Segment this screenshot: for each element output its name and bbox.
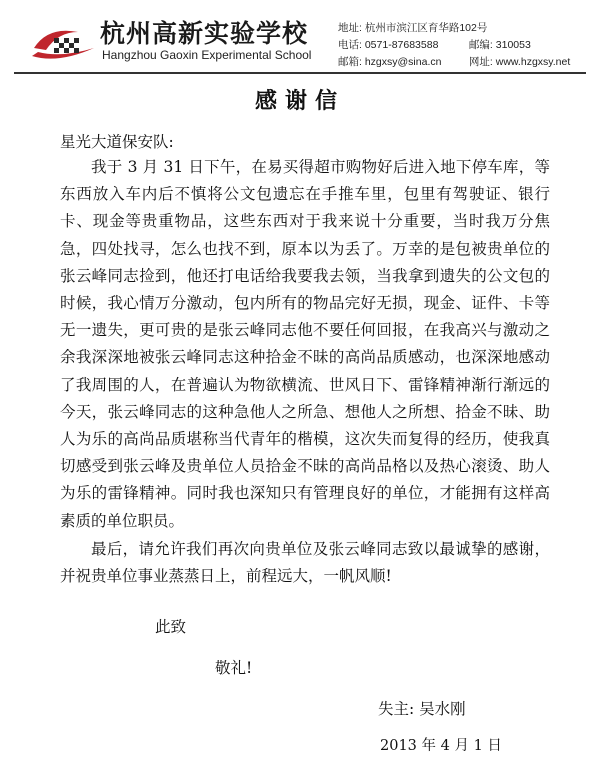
letter-title: 感谢信 (254, 88, 345, 114)
letter-jingli: 敬礼! (215, 659, 253, 677)
letter-cizhi: 此致 (155, 618, 187, 636)
web-label: 网址: (468, 56, 493, 68)
school-logo-icon (28, 18, 98, 68)
address-row (338, 20, 600, 37)
contact-info (338, 20, 600, 71)
letterhead (0, 0, 600, 78)
email-value: hzgxsy@sina.cn (364, 56, 442, 68)
letter-closing-paragraph: 最后，请允许我们再次向贵单位及张云峰同志致以最诚挚的感谢，并祝贵单位事业蒸蒸日上，前程远大，一帆风顺! (60, 540, 550, 586)
school-name-cn: 杭州高新实验学校 (100, 19, 309, 48)
address-label: 地址: (338, 22, 362, 34)
postcode-value: 310053 (495, 39, 531, 51)
letter-signature: 失主: 吴水刚 (378, 700, 466, 718)
letter-salutation: 星光大道保安队: (60, 133, 174, 151)
phone-row (338, 37, 600, 54)
school-name-en: Hangzhou Gaoxin Experimental School (102, 48, 312, 62)
phone-value: 0571-87683588 (364, 39, 439, 51)
address-value: 杭州市滨江区育华路102号 (364, 22, 488, 34)
email-label: 邮箱: (338, 56, 362, 68)
email-row (338, 54, 600, 71)
web-value: www.hzgxsy.net (495, 56, 571, 68)
letter-body: 我于 3 月 31 日下午，在易买得超市购物好后进入地下停车库，等东西放入车内后不慎将公文包遗忘在手推车里，包里有驾驶证、银行卡、现金等贵重物品，这些东西对于我来说十分重要，当时我万分焦急，四处找寻，怎么也找不到，原本以为丢了。万幸的是包被贵单位的张云峰同志捡到，他还打电话给我要我去领，当我拿到遗失的公文包的时候，我心情万分激动，包内所有的物品完好无损，现金、证件、卡等无一遗失，更可贵的是张云峰同志他不要任何回报，在我高兴与激动之余我深深地被张云峰同志这种拾金不昧的高尚品质感动，也深深地感动了我周围的人，在普遍认为物欲横流、世风日下、雷锋精神渐行渐远的今天，张云峰同志的这种急他人之所急、想他人之所想、拾金不昧、助人为乐的高尚品质堪称当代青年的楷模，这次失而复得的经历，使我真切感受到张云峰及贵单位人员拾金不昧的高尚品格以及热心滚烫、助人为乐的雷锋精神。同时我也深知只有管理良好的单位，才能拥有这样高素质的单位职员。 (60, 158, 550, 530)
phone-label: 电话: (338, 39, 362, 51)
postcode-label: 邮编: (468, 39, 493, 51)
letter-date: 2013 年 4 月 1 日 (380, 738, 502, 754)
header-divider (14, 72, 586, 74)
